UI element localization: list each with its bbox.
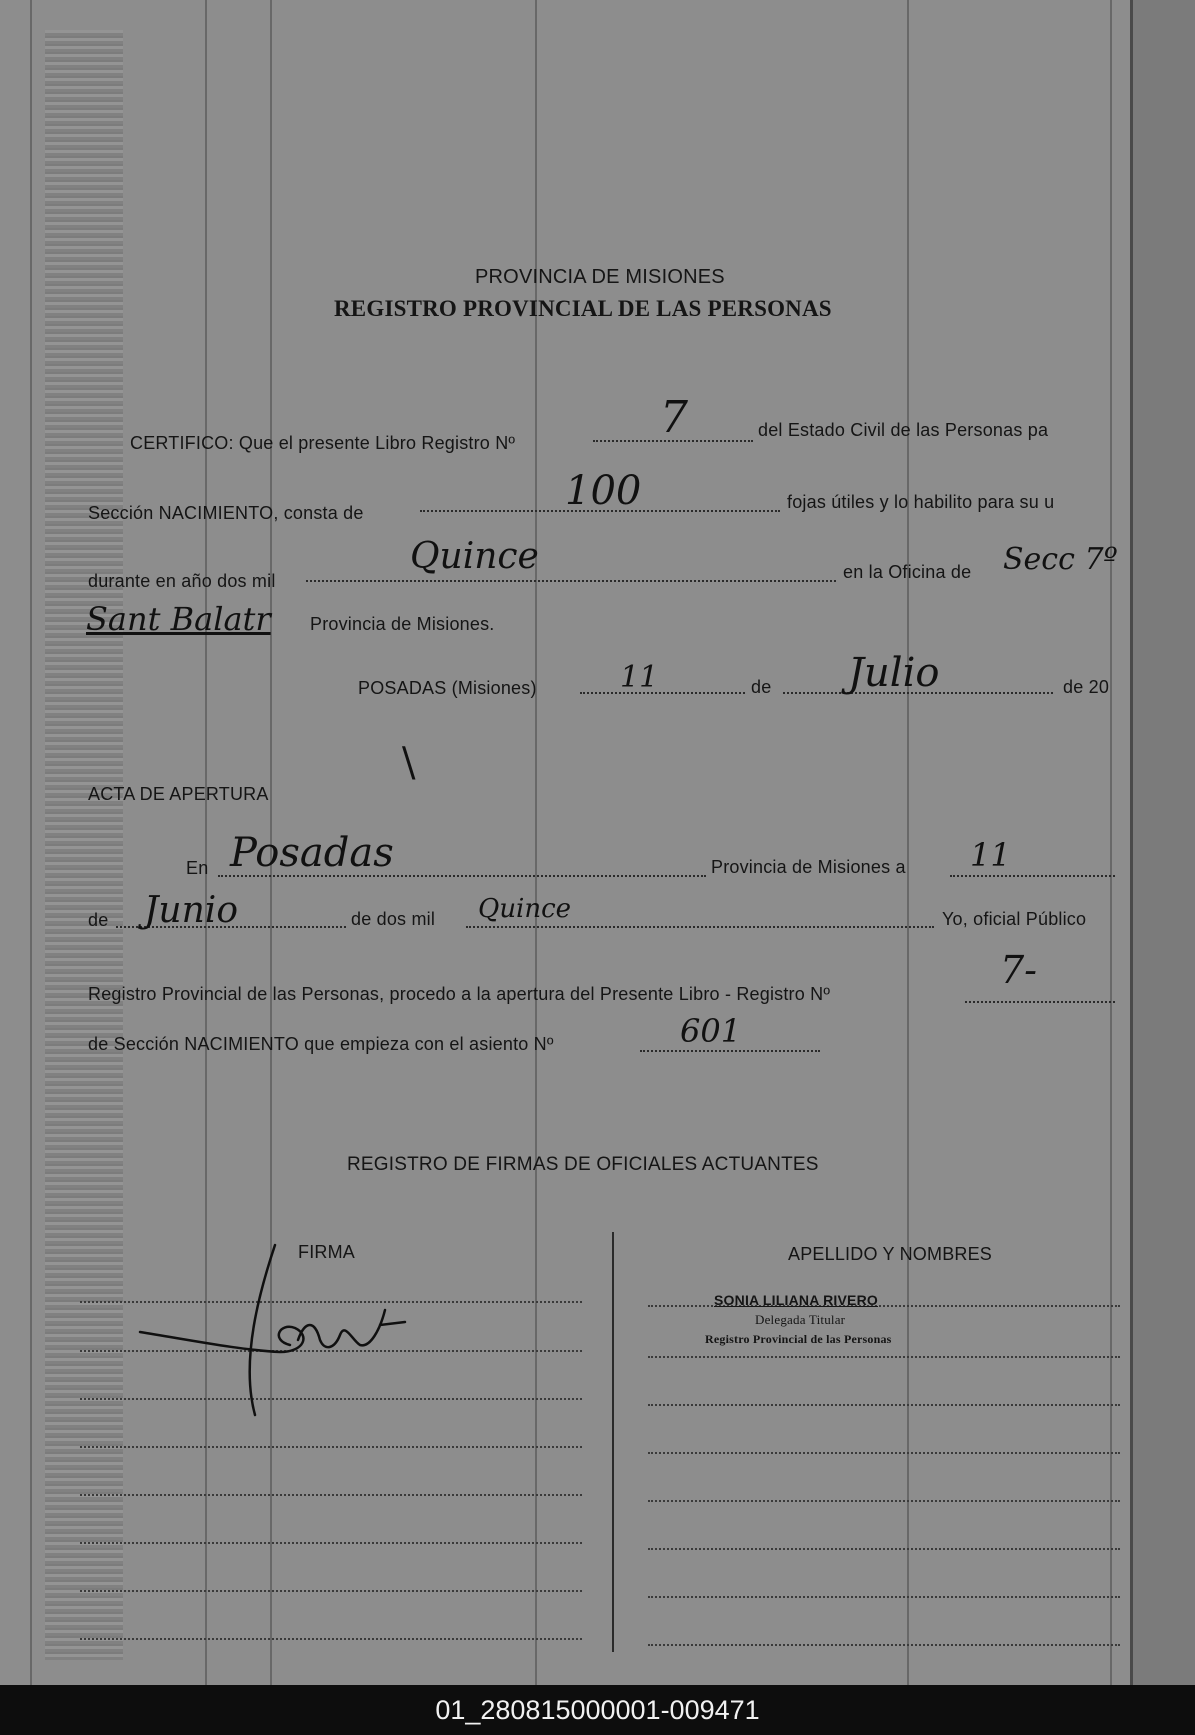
col-firma-label: FIRMA <box>298 1242 355 1262</box>
signature-line <box>80 1446 582 1448</box>
stamp-org: Registro Provincial de las Personas <box>705 1332 892 1346</box>
folios-handwritten: 100 <box>565 468 642 514</box>
pen-mark: \ <box>402 740 416 786</box>
city-handwritten: Posadas <box>230 830 394 876</box>
scan-line <box>1110 0 1112 1685</box>
fill-line <box>950 875 1115 877</box>
entry-number-handwritten: 601 <box>680 1012 742 1050</box>
acta-line2-text-c: Yo, oficial Público <box>942 909 1087 929</box>
acta-line3-text: Registro Provincial de las Personas, procedo a la apertura del Presente Libro - Registro Nº <box>88 984 831 1004</box>
name-line <box>648 1500 1120 1502</box>
book-number-handwritten: 7 <box>660 392 688 443</box>
cert-line4-text: Provincia de Misiones. <box>310 614 495 634</box>
fill-line <box>640 1050 820 1052</box>
scan-line <box>907 0 909 1685</box>
name-line <box>648 1644 1120 1646</box>
acta-title: ACTA DE APERTURA <box>88 784 269 804</box>
stamp-role: Delegada Titular <box>755 1312 846 1327</box>
name-line <box>648 1548 1120 1550</box>
name-line <box>648 1356 1120 1358</box>
official-signature <box>130 1240 420 1420</box>
stamp-name: SONIA LILIANA RIVERO <box>714 1292 878 1308</box>
signature-line <box>80 1638 582 1640</box>
acta-month-handwritten: Junio <box>144 890 238 931</box>
col-nombre-label: APELLIDO Y NOMBRES <box>788 1244 993 1264</box>
name-line <box>648 1452 1120 1454</box>
year-handwritten: Quince <box>410 536 539 577</box>
cert-line2-text: Sección NACIMIENTO, consta de <box>88 503 364 523</box>
fill-line <box>306 580 836 582</box>
registry-heading: REGISTRO PROVINCIAL DE LAS PERSONAS <box>334 296 832 321</box>
locality-handwritten: Sant Balatr <box>86 600 271 638</box>
month-handwritten: Julio <box>848 650 940 696</box>
fill-line <box>466 926 934 928</box>
column-divider <box>612 1232 614 1652</box>
cert-place-text: POSADAS (Misiones) <box>358 678 537 698</box>
fill-line <box>965 1001 1115 1003</box>
acta-line1-text-b: Provincia de Misiones a <box>711 857 906 877</box>
acta-line2-text: de <box>88 910 109 930</box>
cert-line2-text-b: fojas útiles y lo habilito para su u <box>787 492 1055 512</box>
acta-line1-text: En <box>186 858 209 878</box>
signature-line <box>80 1542 582 1544</box>
scan-line <box>30 0 32 1685</box>
scan-line <box>205 0 207 1685</box>
scan-line <box>535 0 537 1685</box>
cert-de-text: de <box>751 677 772 697</box>
cert-line3-text: durante en año dos mil <box>88 571 276 591</box>
acta-year-handwritten: Quince <box>478 894 572 924</box>
scan-noise <box>45 30 123 1660</box>
province-heading: PROVINCIA DE MISIONES <box>475 266 725 288</box>
acta-line2-text-b: de dos mil <box>351 909 436 929</box>
signature-line <box>80 1590 582 1592</box>
page-margin <box>1133 0 1195 1685</box>
cert-year-text: de 20 <box>1063 677 1110 697</box>
signatures-title: REGISTRO DE FIRMAS DE OFICIALES ACTUANTES <box>347 1154 819 1175</box>
office-handwritten: Secc 7º <box>1003 542 1118 577</box>
fill-line <box>580 692 745 694</box>
signature-line <box>80 1494 582 1496</box>
acta-book-handwritten: 7- <box>1000 948 1038 992</box>
cert-line1-text: CERTIFICO: Que el presente Libro Registro Nº <box>130 433 516 453</box>
name-line <box>648 1596 1120 1598</box>
scan-id-text: 01_280815000001-009471 <box>435 1695 760 1725</box>
day-handwritten: 11 <box>620 660 659 695</box>
scan-id-bar <box>0 1685 1195 1735</box>
acta-day-handwritten: 11 <box>970 836 1011 874</box>
cert-line1-text-b: del Estado Civil de las Personas pa <box>758 420 1049 440</box>
acta-line4-text: de Sección NACIMIENTO que empieza con el asiento Nº <box>88 1034 554 1054</box>
cert-line3-text-b: en la Oficina de <box>843 562 972 582</box>
name-line <box>648 1404 1120 1406</box>
